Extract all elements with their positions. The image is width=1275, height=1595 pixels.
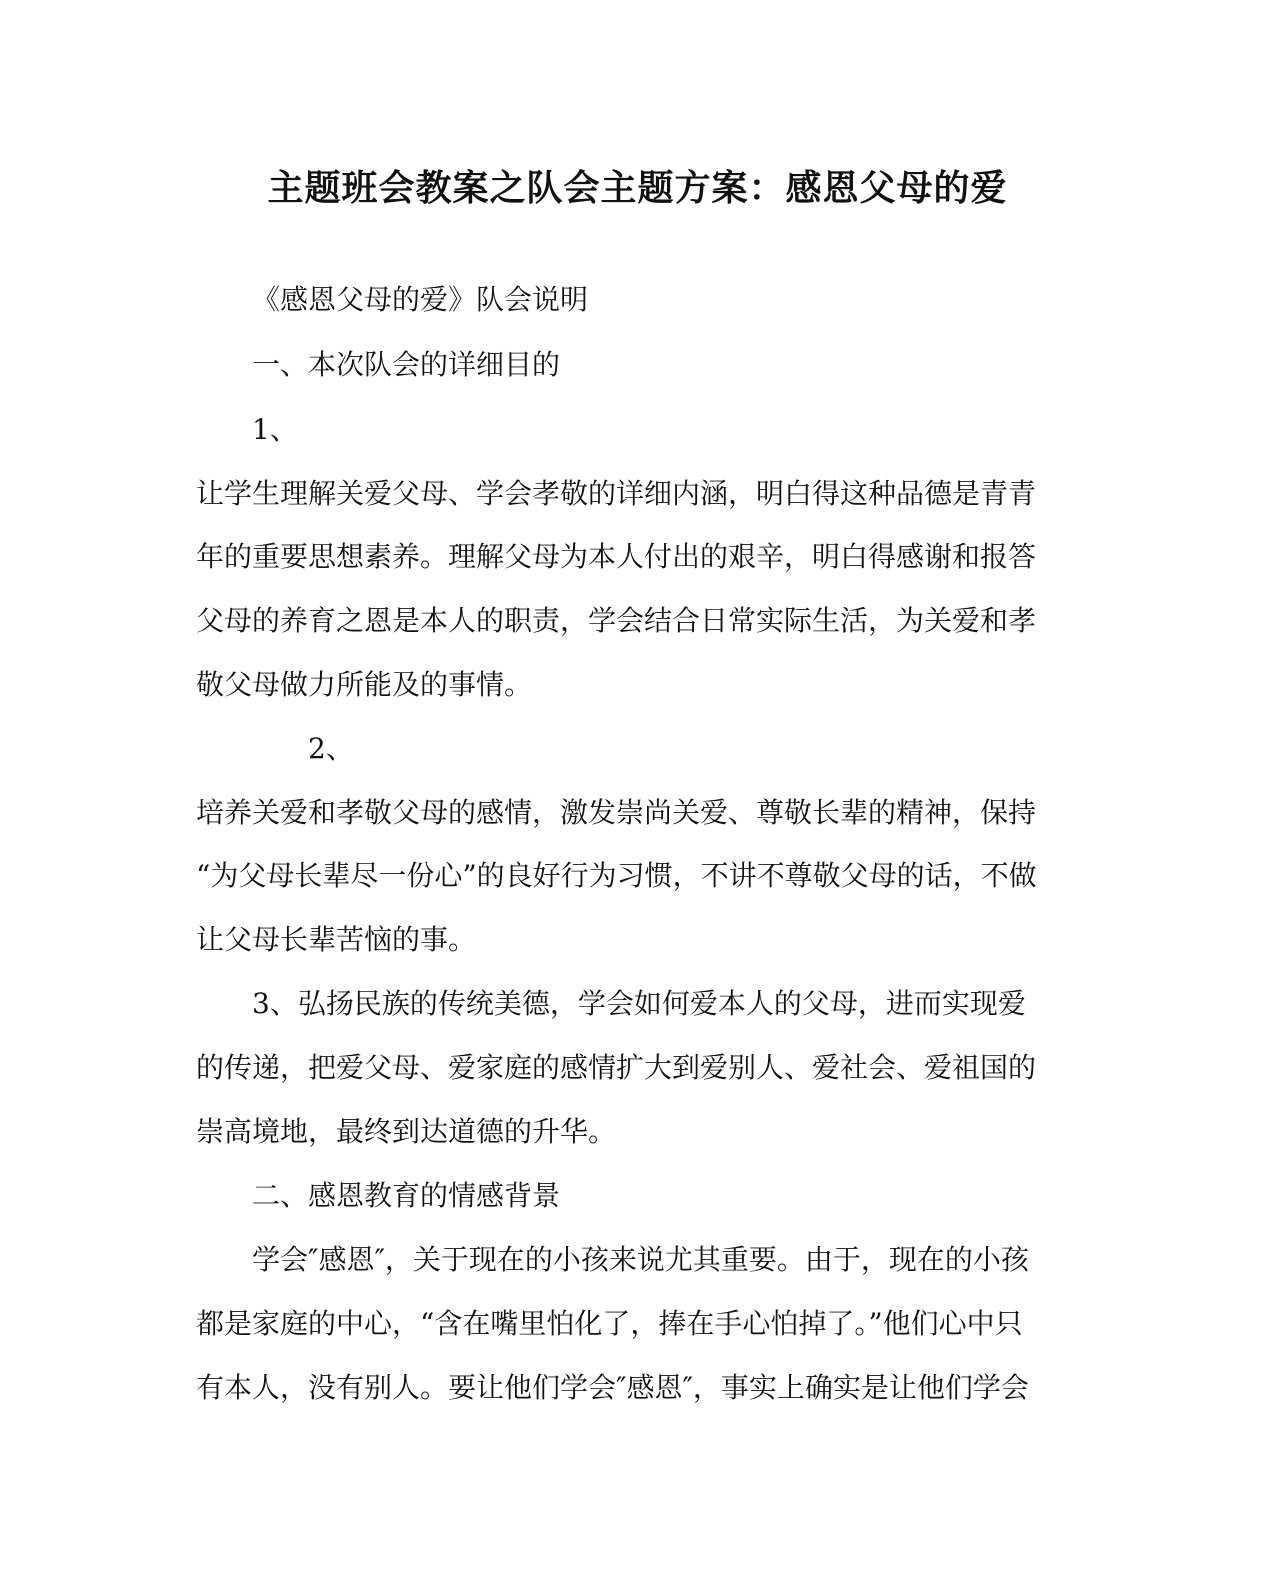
- paragraph-line: “为父母长辈尽一份心”的良好行为习惯，不讲不尊敬父母的话，不做: [196, 859, 1037, 892]
- paragraph-line: 3、弘扬民族的传统美德，学会如何爱本人的父母，进而实现爱: [252, 987, 1026, 1020]
- paragraph-line: 父母的养育之恩是本人的职责，学会结合日常实际生活，为关爱和孝: [196, 604, 1037, 637]
- list-number: 1、: [252, 413, 298, 446]
- paragraph-line: 敬父母做力所能及的事情。: [196, 668, 533, 701]
- section-heading: 一、本次队会的详细目的: [252, 348, 561, 381]
- paragraph-line: 崇高境地，最终到达道德的升华。: [196, 1115, 617, 1148]
- list-number: 2、: [308, 732, 354, 765]
- paragraph-line: 的传递，把爱父母、爱家庭的感情扩大到爱别人、爱社会、爱祖国的: [196, 1051, 1037, 1084]
- document-title: 主题班会教案之队会主题方案：感恩父母的爱: [267, 167, 1008, 209]
- paragraph-line: 学会″感恩″，关于现在的小孩来说尤其重要。由于，现在的小孩: [252, 1243, 1029, 1276]
- paragraph-line: 有本人，没有别人。要让他们学会″感恩″，事实上确实是让他们学会: [196, 1371, 1029, 1404]
- section-heading: 二、感恩教育的情感背景: [252, 1179, 561, 1212]
- paragraph-line: 让学生理解关爱父母、学会孝敬的详细内涵，明白得这种品德是青青: [196, 477, 1037, 510]
- paragraph-line: 年的重要思想素养。理解父母为本人付出的艰辛，明白得感谢和报答: [196, 540, 1037, 573]
- paragraph-line: 让父母长辈苦恼的事。: [196, 923, 477, 956]
- paragraph-line: 培养关爱和孝敬父母的感情，激发崇尚关爱、尊敬长辈的精神，保持: [196, 796, 1037, 829]
- section-heading: 《感恩父母的爱》队会说明: [252, 283, 589, 316]
- paragraph-line: 都是家庭的中心，“含在嘴里怕化了，捧在手心怕掉了。”他们心中只: [196, 1307, 1023, 1340]
